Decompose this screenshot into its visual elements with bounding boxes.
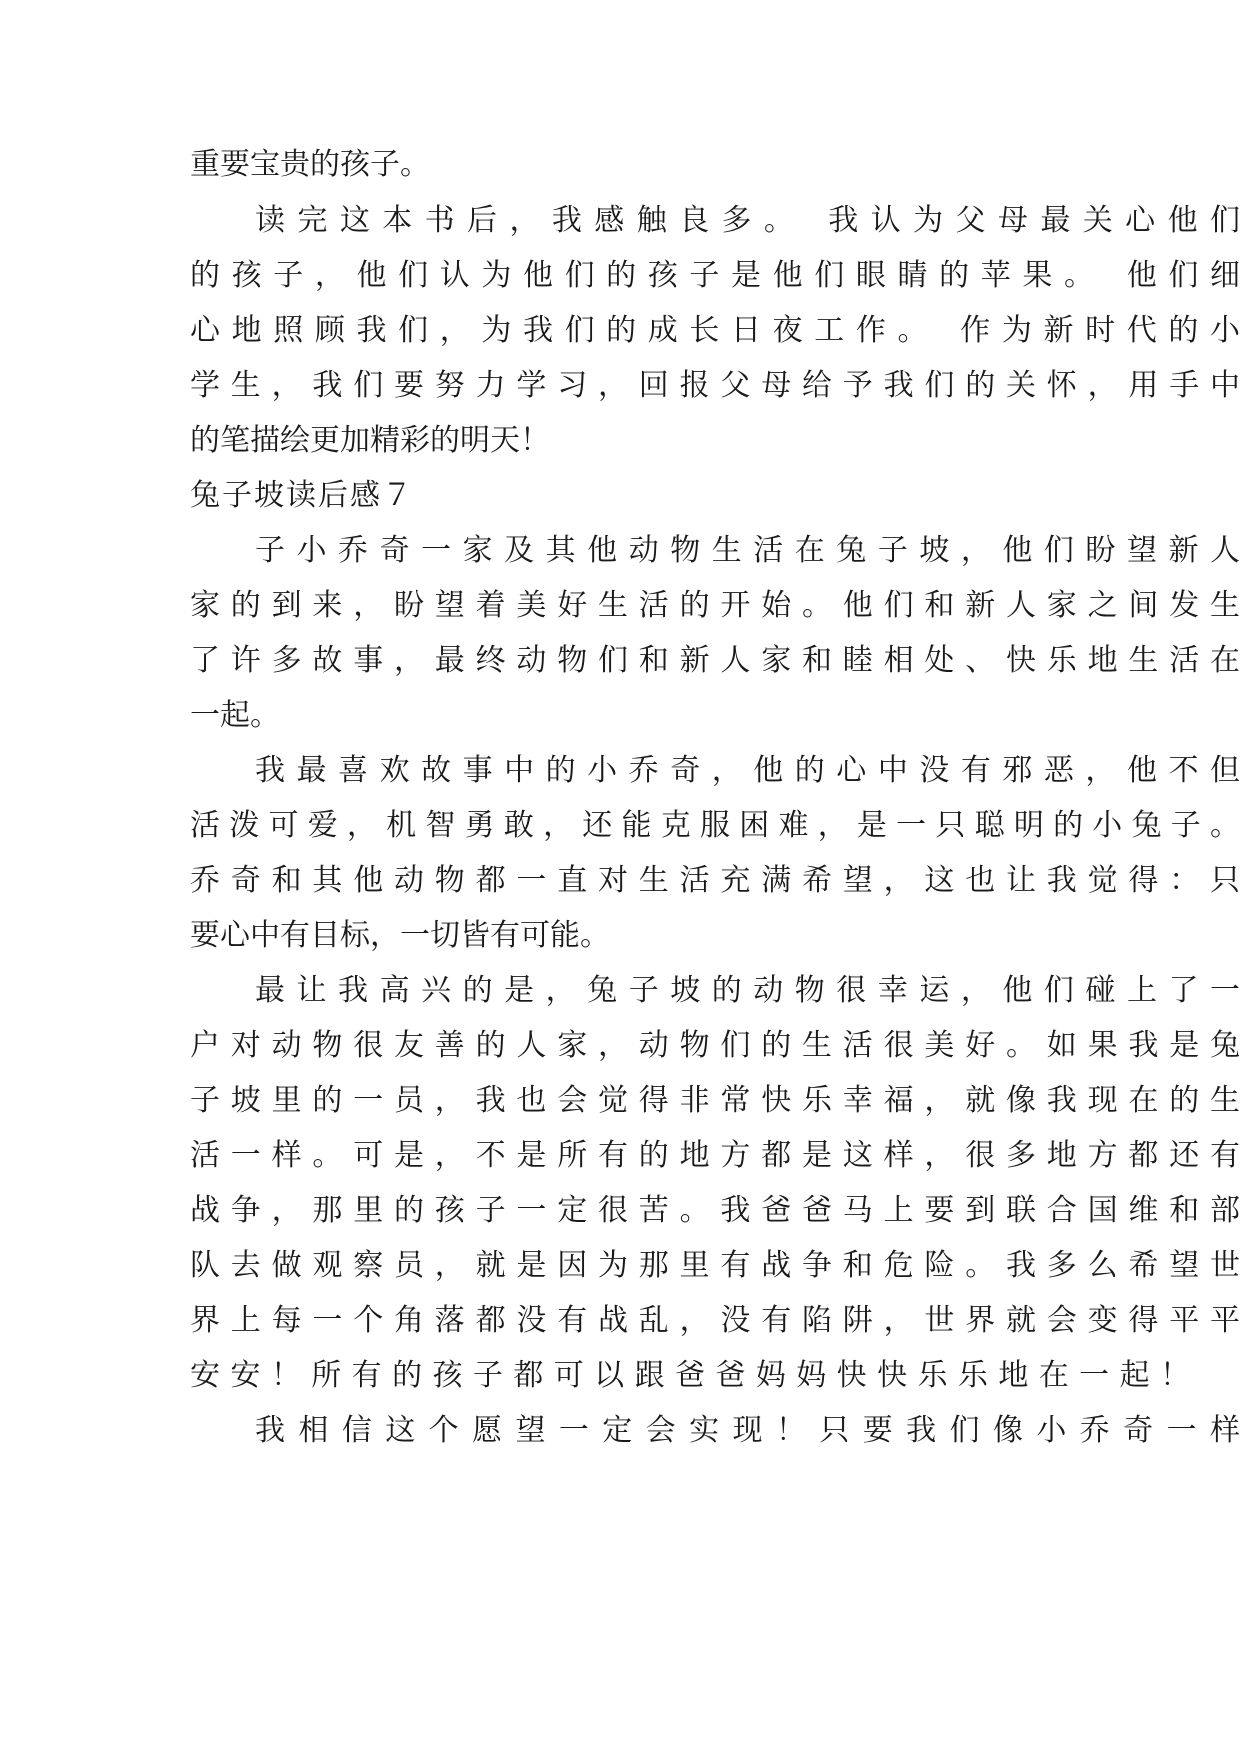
section-heading: 兔子坡读后感７ <box>190 478 414 513</box>
paragraph-first-line: 读完这本书后，我感触良多。 我认为父母最关心他们 <box>255 203 1240 238</box>
paragraph-first-line: 我最喜欢故事中的小乔奇，他的心中没有邪恶，他不但 <box>255 753 1240 788</box>
text-line: 户对动物很友善的人家，动物们的生活很美好。如果我是兔 <box>190 1028 1240 1063</box>
text-line: 安安！所有的孩子都可以跟爸爸妈妈快快乐乐地在一起！ <box>190 1358 1190 1393</box>
text-line: 心地照顾我们，为我们的成长日夜工作。 作为新时代的小 <box>190 313 1240 348</box>
text-line: 学生，我们要努力学习，回报父母给予我们的关怀，用手中 <box>190 368 1240 403</box>
text-line: 战争，那里的孩子一定很苦。我爸爸马上要到联合国维和部 <box>190 1193 1240 1228</box>
text-line: 的孩子，他们认为他们的孩子是他们眼睛的苹果。 他们细 <box>190 258 1240 293</box>
text-line: 要心中有目标，一切皆有可能。 <box>190 918 610 953</box>
text-line: 队去做观察员，就是因为那里有战争和危险。我多么希望世 <box>190 1248 1240 1283</box>
text-line: 活一样。可是，不是所有的地方都是这样，很多地方都还有 <box>190 1138 1240 1173</box>
text-line: 重要宝贵的孩子。 <box>190 147 430 182</box>
paragraph-first-line: 最让我高兴的是，兔子坡的动物很幸运，他们碰上了一 <box>255 973 1240 1008</box>
text-line: 活泼可爱，机智勇敢，还能克服困难，是一只聪明的小兔子。 <box>190 808 1240 843</box>
text-line: 一起。 <box>190 698 280 733</box>
text-line: 的笔描绘更加精彩的明天！ <box>190 423 550 458</box>
text-line: 子坡里的一员，我也会觉得非常快乐幸福，就像我现在的生 <box>190 1083 1240 1118</box>
paragraph-first-line: 子小乔奇一家及其他动物生活在兔子坡，他们盼望新人 <box>255 533 1240 568</box>
text-line: 乔奇和其他动物都一直对生活充满希望，这也让我觉得：只 <box>190 863 1240 898</box>
text-line: 界上每一个角落都没有战乱，没有陷阱，世界就会变得平平 <box>190 1303 1240 1338</box>
text-line: 了许多故事，最终动物们和新人家和睦相处、快乐地生活在 <box>190 643 1240 678</box>
paragraph-first-line: 我相信这个愿望一定会实现！只要我们像小乔奇一样 <box>255 1413 1240 1448</box>
text-line: 家的到来，盼望着美好生活的开始。他们和新人家之间发生 <box>190 588 1240 623</box>
